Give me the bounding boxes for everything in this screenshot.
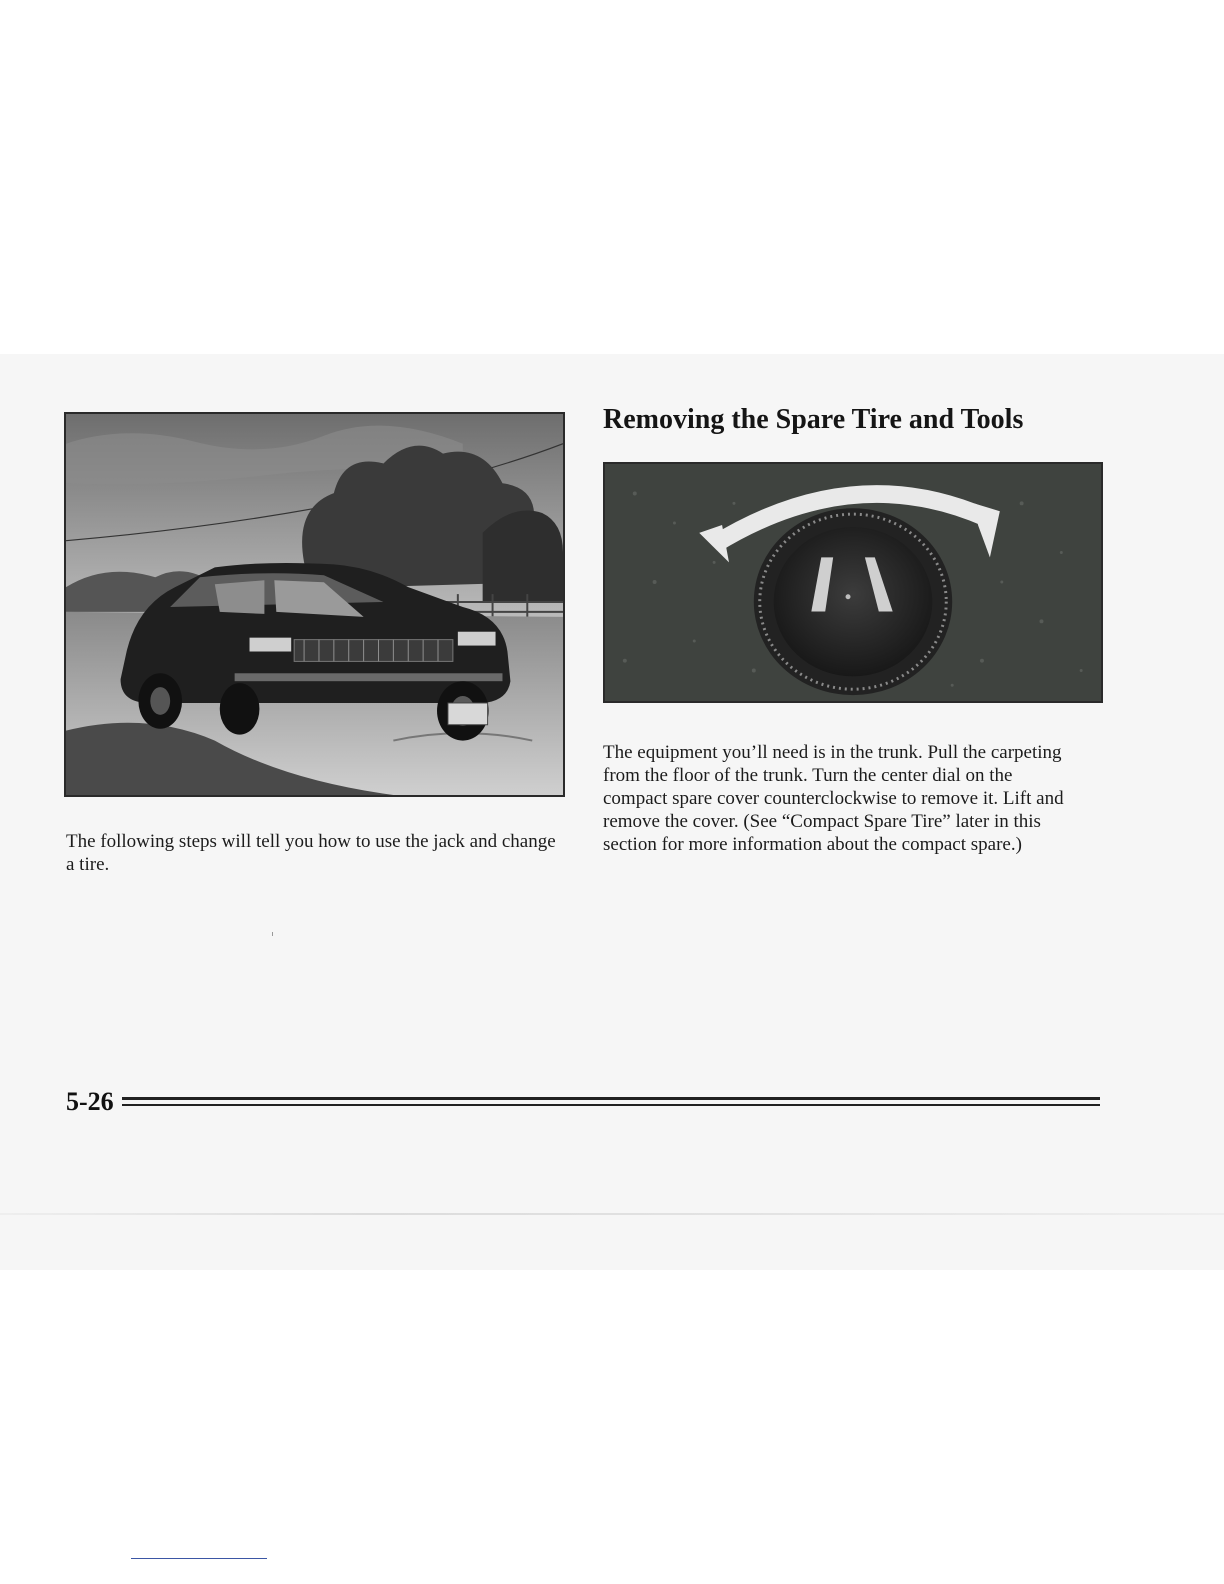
- scan-speck: [272, 932, 273, 936]
- car-illustration-graphic: [66, 414, 563, 795]
- equipment-paragraph: The equipment you’ll need is in the trunk. Pull the carpeting from the floor of the trunk. Turn the center dial on the compact spare cover counterclockwise to remove it. Lift and remove the cover. (See “Compact Spare Tire” later in this section for more information about the compact spare.): [603, 742, 1064, 855]
- section-heading: Removing the Spare Tire and Tools: [603, 404, 1024, 435]
- footer-rule-thin: [122, 1104, 1100, 1106]
- car-roadside-illustration: [64, 412, 565, 797]
- footer-rule-thick: [122, 1097, 1100, 1100]
- page-edge: [0, 1213, 1224, 1215]
- intro-paragraph: The following steps will tell you how to use the jack and change a tire.: [66, 831, 556, 875]
- bottom-underline: [131, 1558, 267, 1559]
- dial-illustration-graphic: [605, 464, 1101, 701]
- page-number: 5-26: [66, 1087, 114, 1116]
- spare-cover-dial-illustration: [603, 462, 1103, 703]
